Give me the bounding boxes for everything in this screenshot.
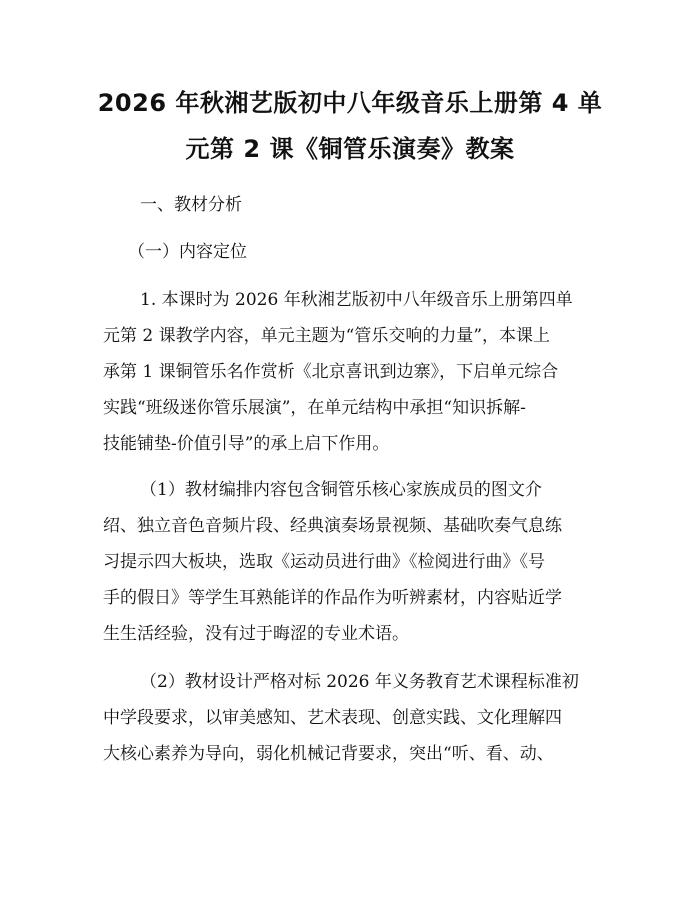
paragraph-2-line: 手的假日》等学生耳熟能详的作品作为听辨素材，内容贴近学 [103,588,562,608]
paragraph-1-line: 技能铺垫-价值引导”的承上启下作用。 [103,434,390,454]
paragraph-3-line: 中学段要求，以审美感知、艺术表现、创意实践、文化理解四 [103,708,562,728]
paragraph-1-line: 实践“班级迷你管乐展演”，在单元结构中承担“知识拆解- [103,398,526,418]
paragraph-1-line: 1. 本课时为 2026 年秋湘艺版初中八年级音乐上册第四单 [140,290,573,310]
paragraph-1-line: 承第 1 课铜管乐名作赏析《北京喜讯到边寨》，下启单元综合 [103,362,559,382]
paragraph-2-line: 生生活经验，没有过于晦涩的专业术语。 [103,624,409,644]
paragraph-2-line: 绍、独立音色音频片段、经典演奏场景视频、基础吹奏气息练 [103,516,562,536]
paragraph-3-line: 大核心素养为导向，弱化机械记背要求，突出“听、看、动、 [103,744,554,764]
paragraph-2-line: （1）教材编排内容包含铜管乐核心家族成员的图文介 [140,480,542,500]
document-title-line-1: 2026 年秋湘艺版初中八年级音乐上册第 4 单 [97,89,603,117]
subsection-heading-content-positioning: （一）内容定位 [128,242,247,262]
paragraph-2-line: 习提示四大板块，选取《运动员进行曲》《检阅进行曲》《号 [103,552,545,572]
paragraph-3-line: （2）教材设计严格对标 2026 年义务教育艺术课程标准初 [140,672,579,692]
paragraph-1-line: 元第 2 课教学内容，单元主题为“管乐交响的力量”，本课上 [103,326,551,346]
section-heading-teaching-material-analysis: 一、教材分析 [140,195,242,215]
document-title-line-2: 元第 2 课《铜管乐演奏》教案 [185,135,515,163]
